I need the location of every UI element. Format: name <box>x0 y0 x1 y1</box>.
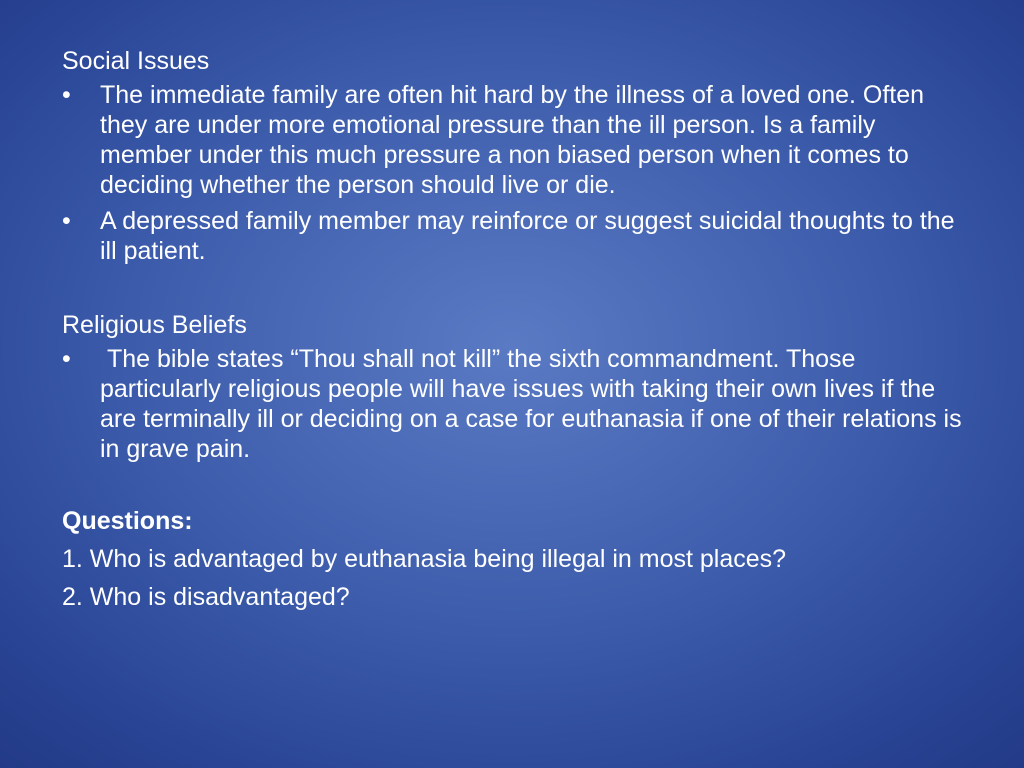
social-issues-heading: Social Issues <box>62 47 210 75</box>
bullet-icon: • <box>62 81 71 109</box>
social-bullet-2-text: A depressed family member may reinforce or suggest suicidal thoughts to the ill patient. <box>100 207 955 265</box>
social-bullet-1 <box>62 80 962 200</box>
bullet-icon: • <box>62 207 71 235</box>
question-2: 2. Who is disadvantaged? <box>62 583 350 611</box>
social-bullet-2 <box>62 206 962 266</box>
religious-beliefs-heading: Religious Beliefs <box>62 311 247 339</box>
question-1: 1. Who is advantaged by euthanasia being illegal in most places? <box>62 545 787 573</box>
slide-content <box>62 46 969 620</box>
religious-bullet-1-text: The bible states “Thou shall not kill” the sixth commandment. Those particularly religious people will have issues with taking their own lives if the are terminally ill or deciding on a case for euthanasia if one of their relations is in grave pain. <box>100 345 969 463</box>
questions-title: Questions: <box>62 507 193 535</box>
bullet-icon: • <box>62 345 71 373</box>
religious-bullet-1 <box>62 344 969 464</box>
social-bullet-1-text: The immediate family are often hit hard by the illness of a loved one. Often they are under more emotional pressure than the ill person. Is a family member under this much pressure a non biased person when it comes to deciding whether the person should live or die. <box>100 81 925 199</box>
